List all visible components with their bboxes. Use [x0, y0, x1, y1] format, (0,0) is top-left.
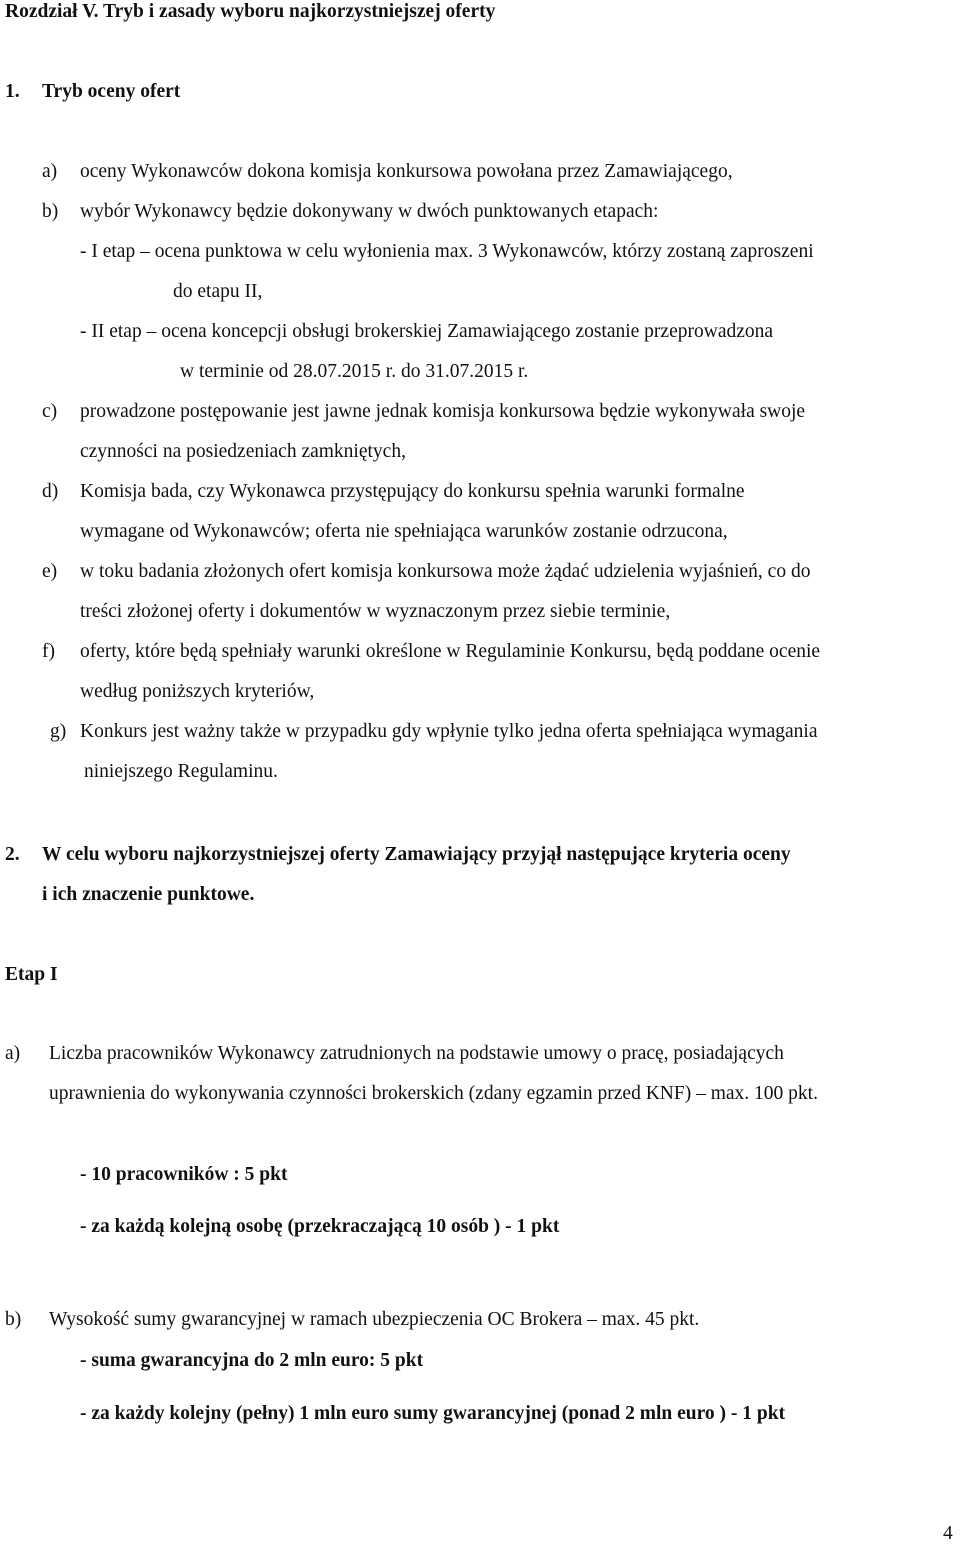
stage-1-item-b-rule2: - za każdy kolejny (pełny) 1 mln euro sumy gwarancyjnej (ponad 2 mln euro ) - 1 pkt: [80, 1403, 786, 1424]
item-b-stage1-line2: do etapu II,: [173, 281, 263, 302]
stage-1-item-a-rule1: - 10 pracowników : 5 pkt: [80, 1164, 288, 1185]
stage-1-item-b-rule1: - suma gwarancyjna do 2 mln euro: 5 pkt: [80, 1350, 424, 1371]
item-g-line1: Konkurs jest ważny także w przypadku gdy wpłynie tylko jedna oferta spełniająca wymagania: [80, 721, 818, 742]
item-f-line1: oferty, które będą spełniały warunki określone w Regulaminie Konkursu, będą poddane ocenie: [80, 641, 821, 662]
item-c-line2: czynności na posiedzeniach zamkniętych,: [80, 441, 406, 462]
item-b-stage2-line1: - II etap – ocena koncepcji obsługi brokerskiej Zamawiającego zostanie przeprowadzona: [80, 321, 774, 342]
section-1-title: Tryb oceny ofert: [42, 81, 181, 102]
chapter-title: Rozdział V. Tryb i zasady wyboru najkorzystniejszej oferty: [5, 1, 496, 22]
stage-1-heading: Etap I: [5, 964, 58, 985]
item-b-label: b): [42, 201, 59, 222]
item-b-text: wybór Wykonawcy będzie dokonywany w dwóch punktowanych etapach:: [80, 201, 659, 222]
item-g-label: g): [50, 721, 67, 742]
item-g-line2: niniejszego Regulaminu.: [84, 761, 278, 782]
section-1-number: 1.: [5, 81, 20, 102]
section-2-number: 2.: [5, 844, 20, 865]
item-e-line1: w toku badania złożonych ofert komisja konkursowa może żądać udzielenia wyjaśnień, co do: [80, 561, 811, 582]
stage-1-item-a-line2: uprawnienia do wykonywania czynności brokerskich (zdany egzamin przed KNF) – max. 100 pkt.: [49, 1083, 818, 1104]
section-2-line1: W celu wyboru najkorzystniejszej oferty Zamawiający przyjął następujące kryteria oceny: [42, 844, 791, 865]
stage-1-item-a-label: a): [5, 1043, 21, 1064]
item-b-stage1-line1: - I etap – ocena punktowa w celu wyłonienia max. 3 Wykonawców, którzy zostaną zaproszeni: [80, 241, 814, 262]
item-a-text: oceny Wykonawców dokona komisja konkursowa powołana przez Zamawiającego,: [80, 161, 733, 182]
item-b-stage2-line2: w terminie od 28.07.2015 r. do 31.07.2015 r.: [180, 361, 529, 382]
item-f-label: f): [42, 641, 55, 662]
stage-1-item-b-line1: Wysokość sumy gwarancyjnej w ramach ubezpieczenia OC Brokera – max. 45 pkt.: [49, 1309, 700, 1330]
page-number: 4: [943, 1523, 953, 1544]
item-c-line1: prowadzone postępowanie jest jawne jednak komisja konkursowa będzie wykonywała swoje: [80, 401, 806, 422]
section-2-line2: i ich znaczenie punktowe.: [42, 884, 255, 905]
item-d-label: d): [42, 481, 59, 502]
item-e-label: e): [42, 561, 58, 582]
item-e-line2: treści złożonej oferty i dokumentów w wyznaczonym przez siebie terminie,: [80, 601, 671, 622]
item-a-label: a): [42, 161, 58, 182]
stage-1-item-b-label: b): [5, 1309, 22, 1330]
item-c-label: c): [42, 401, 58, 422]
stage-1-item-a-line1: Liczba pracowników Wykonawcy zatrudnionych na podstawie umowy o pracę, posiadających: [49, 1043, 784, 1064]
item-d-line2: wymagane od Wykonawców; oferta nie spełniająca warunków zostanie odrzucona,: [80, 521, 728, 542]
item-d-line1: Komisja bada, czy Wykonawca przystępujący do konkursu spełnia warunki formalne: [80, 481, 745, 502]
stage-1-item-a-rule2: - za każdą kolejną osobę (przekraczającą 10 osób ) - 1 pkt: [80, 1216, 560, 1237]
item-f-line2: według poniższych kryteriów,: [80, 681, 315, 702]
